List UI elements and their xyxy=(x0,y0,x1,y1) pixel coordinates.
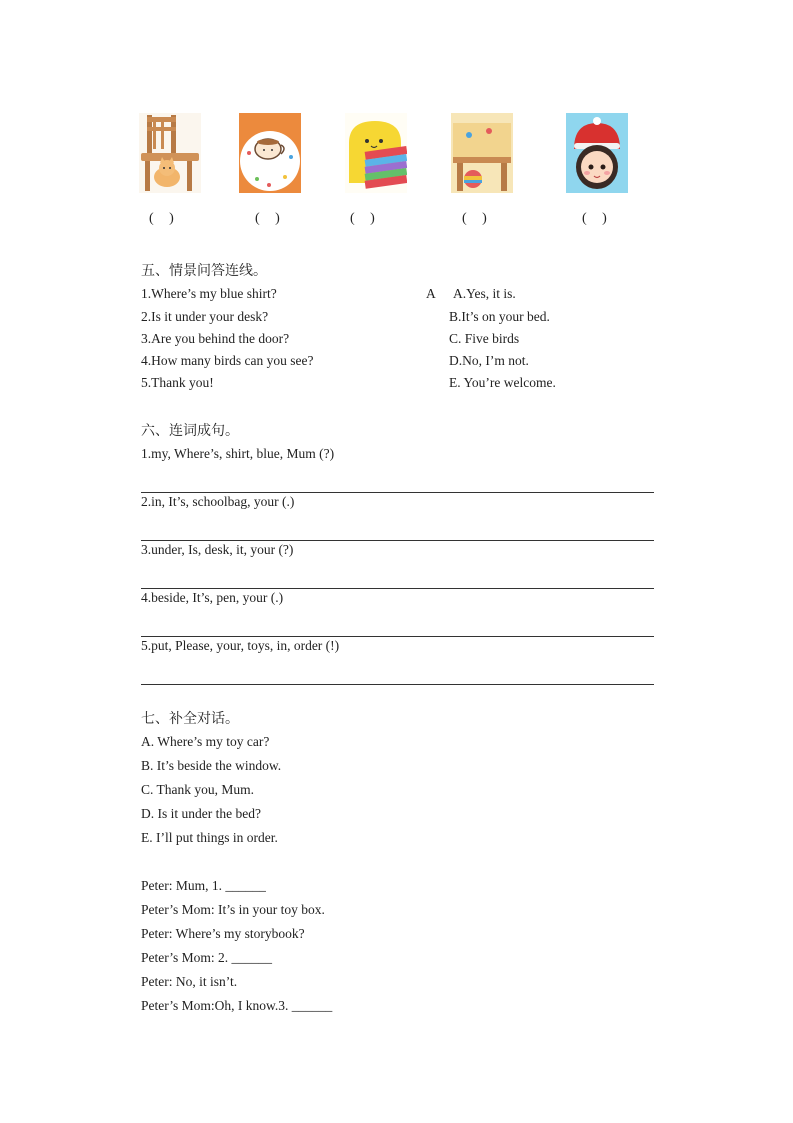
teacup-tablecloth-icon xyxy=(239,113,301,193)
scramble-4: 4.beside, It’s, pen, your (.) xyxy=(141,590,284,605)
option-b: B. It’s beside the window. xyxy=(141,758,282,773)
dialogue-line-5: Peter: No, it isn’t. xyxy=(141,974,238,989)
answer-blank-5[interactable]: ( ) xyxy=(582,211,613,226)
answer-line-2[interactable] xyxy=(141,540,654,541)
books-picture xyxy=(345,113,407,193)
dialogue-line-1: Peter: Mum, 1. ______ xyxy=(141,878,266,893)
option-a: A. Where’s my toy car? xyxy=(141,734,270,749)
answer-blank-2[interactable]: ( ) xyxy=(255,211,286,226)
option-e: E. I’ll put things in order. xyxy=(141,830,278,845)
answer-line-1[interactable] xyxy=(141,492,654,493)
answer-line-5[interactable] xyxy=(141,684,654,685)
question-3: 3.Are you behind the door? xyxy=(141,331,290,346)
books-icon xyxy=(345,113,407,193)
teacup-picture xyxy=(239,113,301,193)
scramble-5: 5.put, Please, your, toys, in, order (!) xyxy=(141,638,340,653)
question-5: 5.Thank you! xyxy=(141,375,214,390)
chair-cat-icon xyxy=(139,113,201,193)
dialogue-line-4: Peter’s Mom: 2. ______ xyxy=(141,950,272,965)
girl-red-hat-icon xyxy=(566,113,628,193)
answer-line-4[interactable] xyxy=(141,636,654,637)
section-6-title: 六、连词成句。 xyxy=(141,423,239,439)
answer-b: B.It’s on your bed. xyxy=(449,309,550,324)
question-1: 1.Where’s my blue shirt? xyxy=(141,286,277,301)
section-7-title: 七、补全对话。 xyxy=(141,711,239,727)
dialogue-line-6: Peter’s Mom:Oh, I know.3. ______ xyxy=(141,998,333,1013)
dialogue-line-3: Peter: Where’s my storybook? xyxy=(141,926,305,941)
table-picture xyxy=(451,113,513,193)
section-5-title: 五、情景问答连线。 xyxy=(141,263,267,279)
answer-blank-4[interactable]: ( ) xyxy=(462,211,493,226)
chair-cat-picture xyxy=(139,113,201,193)
answer-blank-1[interactable]: ( ) xyxy=(149,211,180,226)
answer-c: C. Five birds xyxy=(449,331,520,346)
scramble-1: 1.my, Where’s, shirt, blue, Mum (?) xyxy=(141,446,335,461)
answer-e: E. You’re welcome. xyxy=(449,375,556,390)
dialogue-line-2: Peter’s Mom: It’s in your toy box. xyxy=(141,902,325,917)
answer-d: D.No, I’m not. xyxy=(449,353,529,368)
answer-marker: A xyxy=(426,286,436,301)
option-c: C. Thank you, Mum. xyxy=(141,782,255,797)
question-4: 4.How many birds can you see? xyxy=(141,353,314,368)
answer-blank-3[interactable]: ( ) xyxy=(350,211,381,226)
answer-a: A.Yes, it is. xyxy=(453,286,516,301)
table-ball-icon xyxy=(451,113,513,193)
option-d: D. Is it under the bed? xyxy=(141,806,261,821)
answer-line-3[interactable] xyxy=(141,588,654,589)
scramble-2: 2.in, It’s, schoolbag, your (.) xyxy=(141,494,295,509)
girl-picture xyxy=(566,113,628,193)
question-2: 2.Is it under your desk? xyxy=(141,309,269,324)
scramble-3: 3.under, Is, desk, it, your (?) xyxy=(141,542,294,557)
